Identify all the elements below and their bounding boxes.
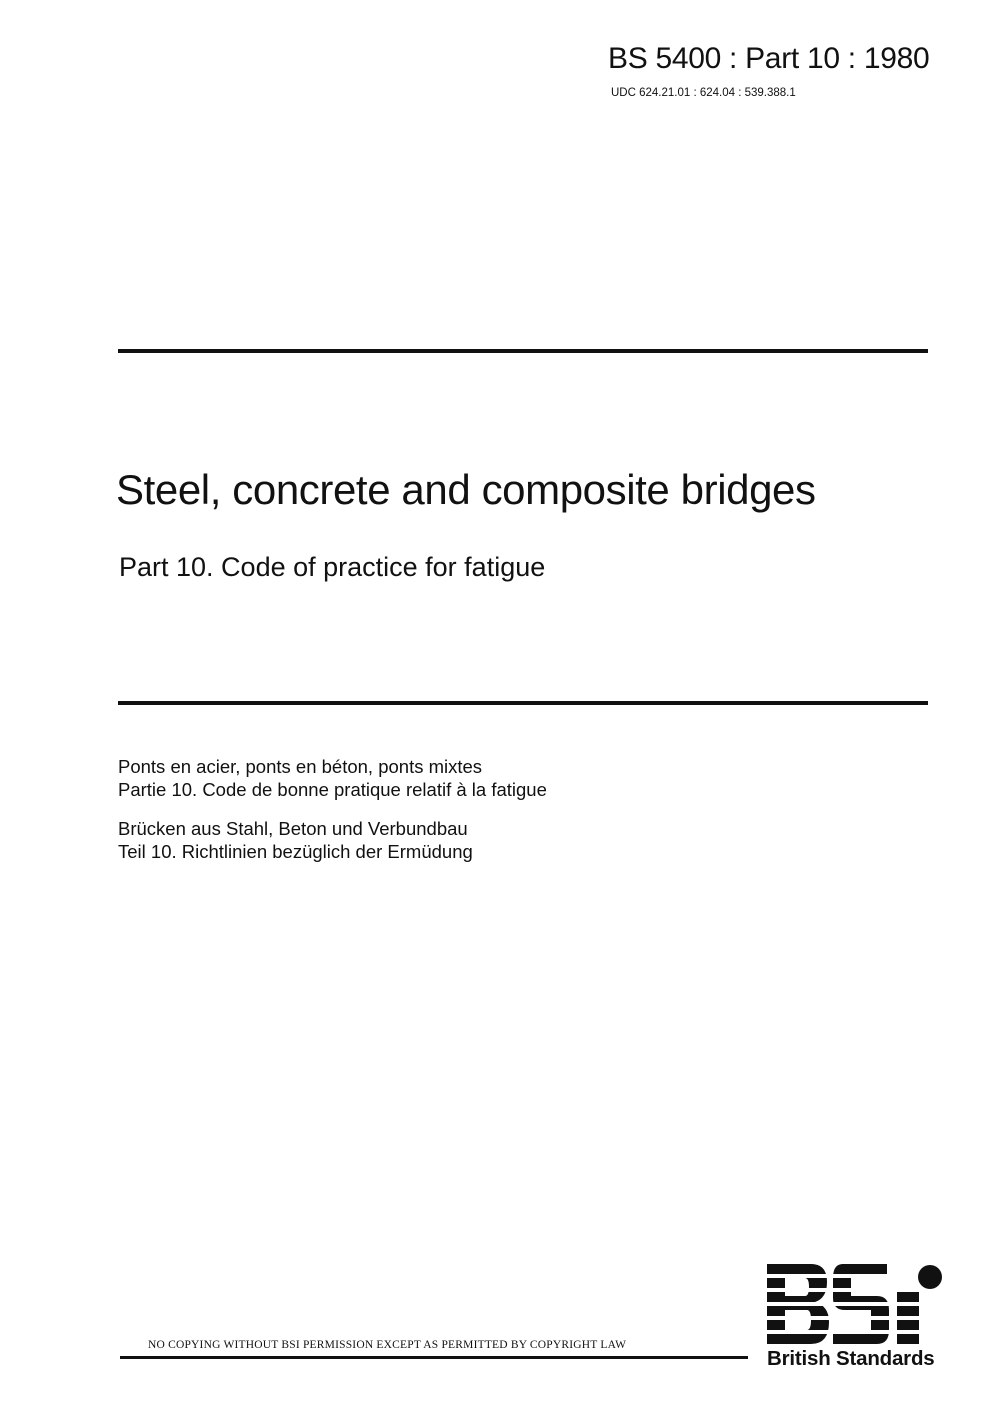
udc-classification: UDC 624.21.01 : 624.04 : 539.388.1 [611,87,796,99]
french-title: Ponts en acier, ponts en béton, ponts mixtes [118,756,483,777]
top-divider [118,349,928,353]
middle-divider [118,701,928,705]
copyright-notice: NO COPYING WITHOUT BSI PERMISSION EXCEPT AS PERMITTED BY COPYRIGHT LAW [148,1339,627,1351]
french-part: Partie 10. Code de bonne pratique relatif à la fatigue [118,779,547,800]
german-part: Teil 10. Richtlinien bezüglich der Ermüdung [118,841,473,862]
document-title: Steel, concrete and composite bridges [116,466,816,513]
translations-block [118,755,547,863]
logo-caption: British Standards [767,1347,935,1370]
german-title: Brücken aus Stahl, Beton und Verbundbau [118,818,468,839]
document-subtitle: Part 10. Code of practice for fatigue [119,552,546,582]
logo-dot [918,1265,942,1289]
bottom-divider [120,1356,748,1359]
standard-number: BS 5400 : Part 10 : 1980 [608,42,930,75]
